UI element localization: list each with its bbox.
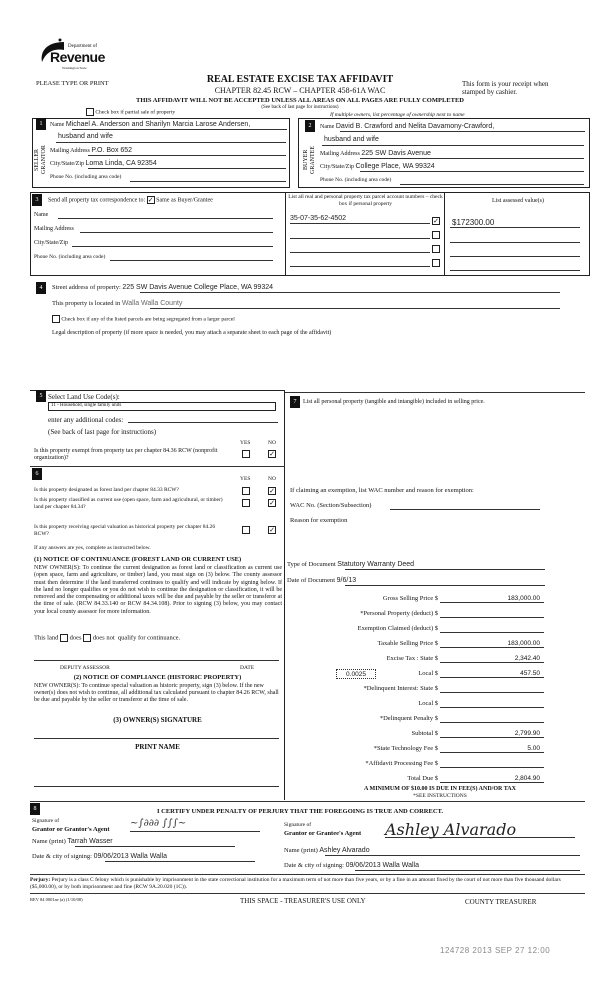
historic-no-checkbox[interactable]: ✓ xyxy=(269,526,275,534)
logo-text: Department of xyxy=(68,44,98,49)
name-label: Name xyxy=(320,124,335,130)
receipt-note: This form is your receipt when stamped by cashier. xyxy=(462,80,549,96)
phone-label: Phone No. (including area code) xyxy=(34,254,106,260)
logo-wordmark: Revenue xyxy=(50,49,105,65)
forest-land-question: Is this property designated as forest land per chapter 84.33 RCW? xyxy=(34,487,179,493)
multiple-owners-note: If multiple owners, list percentage of ownership next to name xyxy=(330,112,465,118)
personal-property-label: List all personal property (tangible and intangible) included in selling price. xyxy=(303,399,485,405)
personal-property-checkbox[interactable] xyxy=(432,245,440,253)
see-back-note: (See back of last page for instructions) xyxy=(48,428,157,436)
grantor-date-field[interactable]: 09/06/2013 Walla Walla xyxy=(93,853,167,860)
current-use-question: Is this property classified as current use (open space, farm and agricultural, or timber) land per chapter 84.34? xyxy=(34,497,223,510)
partial-sale-label: Check box if partial sale of property xyxy=(95,109,176,116)
section-number: 3 xyxy=(32,194,42,206)
parcel-number-field[interactable]: 35-07-35-62-4502 xyxy=(290,215,347,222)
partial-sale-checkbox[interactable] xyxy=(86,108,175,116)
seller-side-label: SELLER GRANTOR xyxy=(34,145,47,175)
section-number: 8 xyxy=(30,803,40,815)
exemption-label: If claiming an exemption, list WAC number and reason for exemption: xyxy=(290,487,474,494)
fee-line-underline xyxy=(440,662,544,663)
fee-line-label: Exemption Claimed (deduct) $ xyxy=(357,625,438,632)
fee-line-value[interactable]: 2,799.90 xyxy=(514,730,540,737)
fee-line-label: *Personal Property (deduct) $ xyxy=(360,610,438,617)
seller-address-field[interactable]: P.O. Box 652 xyxy=(91,147,133,154)
deputy-assessor-label: DEPUTY ASSESSOR xyxy=(60,665,110,671)
fee-line-underline xyxy=(440,602,544,603)
does-label: does xyxy=(69,634,82,642)
fee-line-label: *Delinquent Interest: State $ xyxy=(363,685,438,692)
notice-compliance-text: NEW OWNER(S): To continue special valuation as historic property, sign (3) below. If the new owner(s) does not wish to continue, all additional tax calculated pursuant to chapter 84.26 RCW, shall be due and payable by the seller or transferor at the time of sale. xyxy=(34,683,279,703)
fee-line-underline xyxy=(440,752,544,753)
owner-signature-label: (3) OWNER(S) SIGNATURE xyxy=(113,716,202,724)
fee-line-label: *State Technology Fee $ xyxy=(373,745,438,752)
does-checkbox[interactable] xyxy=(60,634,68,642)
fee-line-label: Local $ xyxy=(418,700,438,707)
no-header: NO xyxy=(268,440,276,446)
exempt-question: Is this property exempt from property tax per chapter 84.36 RCW (nonprofit organization)? xyxy=(34,448,218,461)
personal-property-checkbox[interactable] xyxy=(432,231,440,239)
buyer-name-field[interactable]: David B. Crawford and Nelita Davamony-Crawford, xyxy=(335,123,495,130)
reason-label: Reason for exemption xyxy=(290,517,348,524)
fee-line-underline xyxy=(440,617,544,618)
grantee-agent-label: Grantor or Grantee's Agent xyxy=(284,830,362,837)
fee-line-label: Total Due $ xyxy=(407,775,438,782)
fee-line-underline xyxy=(440,782,544,783)
buyer-city-field[interactable]: College Place, WA 99324 xyxy=(355,163,435,170)
does-not-label: does not xyxy=(92,634,115,642)
forest-no-checkbox[interactable]: ✓ xyxy=(269,487,275,495)
seller-phone-label: Phone No. (including area code) xyxy=(50,174,122,180)
parcel-header: List all real and personal property tax parcel account numbers – check box if personal property xyxy=(288,194,443,207)
fee-line-label: Gross Selling Price $ xyxy=(382,595,438,602)
fee-line-underline xyxy=(440,722,544,723)
fee-line-underline xyxy=(440,767,544,768)
certify-statement: I CERTIFY UNDER PENALTY OF PERJURY THAT THE FOREGOING IS TRUE AND CORRECT. xyxy=(156,808,443,815)
doc-type-label: Type of Document xyxy=(287,561,336,568)
same-as-buyer-checkbox[interactable]: ✓ xyxy=(147,196,154,204)
grantor-signature[interactable]: ~∫∂∂∂ ∫∫∫~ xyxy=(130,818,260,832)
segregated-checkbox[interactable] xyxy=(52,315,235,323)
address-label: Mailing Address xyxy=(34,226,74,232)
land-use-select[interactable]: 11 - Household, single family units xyxy=(48,402,276,411)
fee-line-label: Excise Tax : State $ xyxy=(386,655,438,662)
fee-line-underline xyxy=(440,692,544,693)
fee-line-value[interactable]: 2,342.40 xyxy=(514,655,540,662)
notice-continuance-text: NEW OWNER(S): To continue the current designation as forest land or classification as current use (open space, farm and agriculture, or timber) land, you must sign on (3) below. The county assessor must then determine if the land transferred continues to qualify and will indicate by signing below. If the land no longer qualifies or you do not wish to continue the designation or classification, it will be removed and the compensating or additional taxes will be due and payable by the seller or transferor at the time of sale. (RCW 84.33.140 or RCW 84.34.108). Prior to signing (3) below, you may contact your local county assessor for more information. xyxy=(34,565,282,615)
fee-line-underline xyxy=(440,632,544,633)
fee-line-label: Local $ xyxy=(418,670,438,677)
doc-type-field[interactable]: Statutory Warranty Deed xyxy=(337,561,415,568)
buyer-side-label: BUYER GRANTEE xyxy=(303,146,316,174)
section-number: 4 xyxy=(36,282,46,294)
section-number: 2 xyxy=(305,120,315,132)
exempt-yes-checkbox[interactable] xyxy=(242,450,250,458)
this-land-label: This land xyxy=(34,634,59,642)
city-label: City/State/Zip xyxy=(320,164,354,170)
personal-property-checkbox[interactable] xyxy=(432,259,440,267)
form-chapter: CHAPTER 82.45 RCW – CHAPTER 458-61A WAC xyxy=(214,86,386,95)
personal-property-checkbox[interactable]: ✓ xyxy=(433,217,439,225)
doc-date-label: Date of Document xyxy=(287,577,336,584)
grantee-date-field[interactable]: 09/06/2013 Walla Walla xyxy=(345,862,419,869)
doc-date-field[interactable]: 9/6/13 xyxy=(336,577,357,584)
address-label: Mailing Address xyxy=(320,151,360,157)
qualify-label: qualify for continuance. xyxy=(117,634,181,642)
section-number: 7 xyxy=(290,396,300,408)
historic-question: Is this property receiving special valuation as historical property per chapter 84.26 RCW? xyxy=(34,524,216,537)
fee-line-label: Taxable Selling Price $ xyxy=(377,640,438,647)
fee-line-underline xyxy=(440,647,544,648)
legal-description-label: Legal description of property (if more space is needed, you may attach a separate sheet to each page of the affidavit) xyxy=(52,330,332,336)
historic-yes-checkbox[interactable] xyxy=(242,526,250,534)
fee-line-label: *Delinquent Penalty $ xyxy=(379,715,438,722)
fee-line-underline xyxy=(440,677,544,678)
see-back: (See back of last page for instructions) xyxy=(261,105,339,110)
does-not-checkbox[interactable] xyxy=(83,634,91,642)
fee-line-underline xyxy=(440,737,544,738)
county-field[interactable]: Walla Walla County xyxy=(121,300,183,307)
revision-label: REV 84 0001ae (a) (1/10/08) xyxy=(30,897,83,902)
grantee-signature[interactable]: Ashley Alvarado xyxy=(385,820,575,838)
perjury-text: Perjury is a class C felony which is punishable by imprisonment in the state correctional institution for a maximum term of not more than five years, or by a fine in an amount fixed by the court of not more than five thousand dollars ($5,000.00), or by both imprisonment and fine (RCW 9A.20.020 (1C)). xyxy=(30,877,561,890)
exempt-no-checkbox[interactable]: ✓ xyxy=(269,450,275,458)
wac-label: WAC No. (Section/Subsection) xyxy=(290,502,372,509)
address-label: Mailing Address xyxy=(50,148,90,154)
name-print-label: Name (print) xyxy=(32,838,66,845)
same-as-buyer-label: Same as Buyer/Grantee xyxy=(156,197,213,204)
fee-line-value[interactable]: 457.50 xyxy=(520,670,540,677)
buyer-address-field[interactable]: 225 SW Davis Avenue xyxy=(361,150,431,157)
seller-city-field[interactable]: Loma Linda, CA 92354 xyxy=(85,160,157,167)
see-instructions: *SEE INSTRUCTIONS xyxy=(413,793,467,799)
fee-line-value[interactable]: 5.00 xyxy=(527,745,540,752)
buyer-phone-label: Phone No. (including area code) xyxy=(320,177,392,183)
seller-name-field[interactable]: Michael A. Anderson and Sharilyn Marcia Larose Andersen, xyxy=(65,121,251,128)
name-print-label: Name (print) xyxy=(284,847,318,854)
street-label: Street address of property: xyxy=(52,284,121,291)
perjury-label: Perjury: xyxy=(30,877,51,883)
please-type: PLEASE TYPE OR PRINT xyxy=(36,80,109,87)
grantor-agent-label: Grantor or Grantor's Agent xyxy=(32,826,110,833)
form-title: REAL ESTATE EXCISE TAX AFFIDAVIT xyxy=(206,74,394,85)
grantor-name-field[interactable]: Tarrah Wasser xyxy=(67,838,113,845)
section-number: 5 xyxy=(36,390,46,402)
signature-of-label: Signature of xyxy=(284,822,312,828)
name-label: Name xyxy=(34,212,49,218)
logo-state: Washington State xyxy=(62,66,87,70)
fee-line-value[interactable]: 183,000.00 xyxy=(507,640,540,647)
date-label: DATE xyxy=(240,665,255,671)
assessed-value-field[interactable]: $172300.00 xyxy=(452,218,495,227)
city-label: City/State/Zip xyxy=(50,161,84,167)
assessed-header: List assessed value(s) xyxy=(492,198,544,204)
notice-continuance-title: (1) NOTICE OF CONTINUANCE (FOREST LAND OR CURRENT USE) xyxy=(34,556,242,563)
local-rate-field[interactable]: 0.0025 xyxy=(336,669,376,679)
fee-line-label: *Affidavit Processing Fee $ xyxy=(365,760,438,767)
if-yes-note: If any answers are yes, complete as instructed below. xyxy=(34,545,151,551)
send-label: Send all property tax correspondence to: xyxy=(48,197,146,204)
receipt-stamp: 124728 2013 SEP 27 12:00 xyxy=(440,946,551,955)
current-use-yes-checkbox[interactable] xyxy=(242,499,250,507)
fee-line-value[interactable]: 183,000.00 xyxy=(507,595,540,602)
grantee-name-field[interactable]: Ashley Alvarado xyxy=(319,847,370,854)
treasurer-use-label: THIS SPACE - TREASURER'S USE ONLY xyxy=(240,897,366,905)
fee-line-value[interactable]: 2,804.90 xyxy=(514,775,540,782)
county-treasurer-label: COUNTY TREASURER xyxy=(465,898,537,906)
signature-of-label: Signature of xyxy=(32,818,60,824)
city-label: City/State/Zip xyxy=(34,240,68,246)
form-warning: THIS AFFIDAVIT WILL NOT BE ACCEPTED UNLESS ALL AREAS ON ALL PAGES ARE FULLY COMPLETED xyxy=(136,97,464,104)
yes-header: YES xyxy=(240,476,251,482)
section-number: 1 xyxy=(36,118,46,130)
section-number: 6 xyxy=(32,468,42,480)
additional-codes-label: enter any additional codes: xyxy=(48,416,124,424)
no-header: NO xyxy=(268,476,276,482)
located-label: This property is located in xyxy=(52,300,121,307)
forest-yes-checkbox[interactable] xyxy=(242,487,250,495)
street-address-field[interactable]: 225 SW Davis Avenue College Place, WA 99324 xyxy=(122,284,273,291)
date-city-label: Date & city of signing: xyxy=(284,862,344,869)
print-name-label: PRINT NAME xyxy=(135,743,180,751)
yes-header: YES xyxy=(240,440,251,446)
current-use-no-checkbox[interactable]: ✓ xyxy=(269,499,275,507)
segregated-label: Check box if any of the listed parcels are being segregated from a larger parcel xyxy=(61,316,235,323)
date-city-label: Date & city of signing: xyxy=(32,853,92,860)
land-use-label: Select Land Use Code(s): xyxy=(48,393,120,401)
fee-line-label: Subtotal $ xyxy=(411,730,438,737)
buyer-name2-field[interactable]: husband and wife xyxy=(324,136,379,143)
dor-logo xyxy=(38,36,105,76)
minimum-note: A MINIMUM OF $10.00 IS DUE IN FEE(S) AND/OR TAX xyxy=(364,786,516,792)
name-label: Name xyxy=(50,122,65,128)
seller-name2-field[interactable]: husband and wife xyxy=(58,133,113,140)
fee-line-underline xyxy=(440,707,544,708)
notice-compliance-title: (2) NOTICE OF COMPLIANCE (HISTORIC PROPERTY) xyxy=(73,674,242,681)
